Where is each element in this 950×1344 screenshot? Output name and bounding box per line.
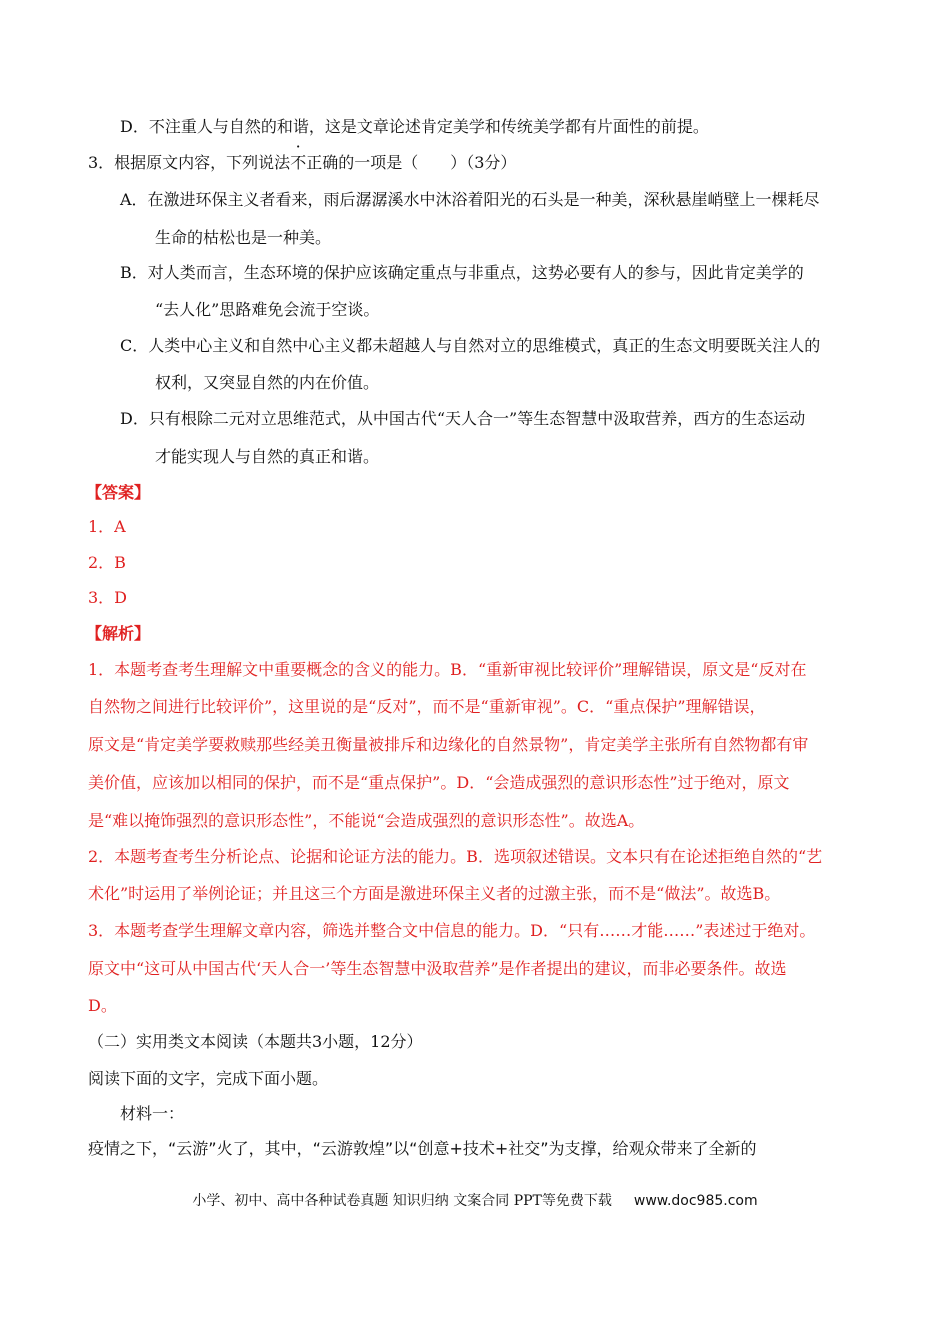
answer-heading: 【答案】 [86, 483, 151, 502]
footer-text: 小学、初中、高中各种试卷真题 知识归纳 文案合同 PPT等免费下载 [192, 1193, 612, 1209]
material-label: 材料一： [120, 1104, 185, 1123]
analysis-line: D。 [88, 996, 117, 1015]
section-title: （二）实用类文本阅读（本题共3小题，12分） [88, 1032, 423, 1051]
analysis-line: 是“难以掩饰强烈的意识形态性”，不能说“会造成强烈的意识形态性”。故选A。 [88, 811, 645, 830]
material-text: 疫情之下，“云游”火了，其中，“云游敦煌”以“创意+技术+社交”为支撑，给观众带来了全新的 [88, 1139, 757, 1158]
q3-option-c-line2: 权利，又突显自然的内在价值。 [155, 373, 380, 392]
analysis-line: 2．本题考查考生分析论点、论据和论证方法的能力。B．选项叙述错误。文本只有在论述拒绝自然的“艺 [88, 847, 823, 866]
q3-stem [88, 152, 516, 174]
analysis-line: 原文中“这可从中国古代‘天人合一’等生态智慧中汲取营养”是作者提出的建议，而非必要条件。故选 [88, 959, 787, 978]
q3-stem-before: 3．根据原文内容，下列说法 [88, 153, 291, 172]
answer-item: 3．D [88, 588, 128, 607]
analysis-line: 原文是“肯定美学要救赎那些经美丑衡量被排斥和边缘化的自然景物”，肯定美学主张所有自然物都有审 [88, 735, 809, 754]
q3-option-a-line1: A．在激进环保主义者看来，雨后潺潺溪水中沐浴着阳光的石头是一种美，深秋悬崖峭壁上一棵耗尽 [120, 190, 820, 209]
answer-item: 1．A [88, 517, 126, 536]
q3-option-b-line1: B．对人类而言，生态环境的保护应该确定重点与非重点，这势必要有人的参与，因此肯定美学的 [120, 263, 804, 282]
analysis-line: 自然物之间进行比较评价”，这里说的是“反对”，而不是“重新审视”。C．“重点保护”理解错误， [88, 697, 766, 716]
q3-option-b-line2: “去人化”思路难免会流于空谈。 [155, 300, 380, 319]
answer-item: 2．B [88, 553, 126, 572]
analysis-line: 美价值，应该加以相同的保护，而不是“重点保护”。D．“会造成强烈的意识形态性”过于绝对，原文 [88, 773, 790, 792]
page-footer [0, 1191, 950, 1211]
footer-link[interactable]: www.doc985.com [633, 1193, 758, 1209]
analysis-line: 术化”时运用了举例论证；并且这三个方面是激进环保主义者的过激主张，而不是“做法”。故选B。 [88, 884, 781, 903]
reading-instruction: 阅读下面的文字，完成下面小题。 [88, 1069, 329, 1088]
analysis-heading: 【解析】 [86, 624, 151, 643]
q3-option-d-line1: D．只有根除二元对立思维范式，从中国古代“天人合一”等生态智慧中汲取营养，西方的生态运动 [120, 409, 806, 428]
q3-stem-emphasis: 不 [290, 153, 307, 172]
q2-option-d: D．不注重人与自然的和谐，这是文章论述肯定美学和传统美学都有片面性的前提。 [120, 117, 709, 136]
analysis-line: 3．本题考查学生理解文章内容，筛选并整合文中信息的能力。D．“只有……才能……”表述过于绝对。 [88, 921, 816, 940]
q3-stem-after: 正确的一项是（ ）（3分） [306, 153, 517, 172]
q3-option-a-line2: 生命的枯松也是一种美。 [155, 228, 332, 247]
analysis-line: 1．本题考查考生理解文中重要概念的含义的能力。B．“重新审视比较评价”理解错误，原文是“反对在 [88, 660, 807, 679]
q3-option-c-line1: C．人类中心主义和自然中心主义都未超越人与自然对立的思维模式，真正的生态文明要既关注人的 [120, 336, 821, 355]
q3-option-d-line2: 才能实现人与自然的真正和谐。 [155, 447, 380, 466]
